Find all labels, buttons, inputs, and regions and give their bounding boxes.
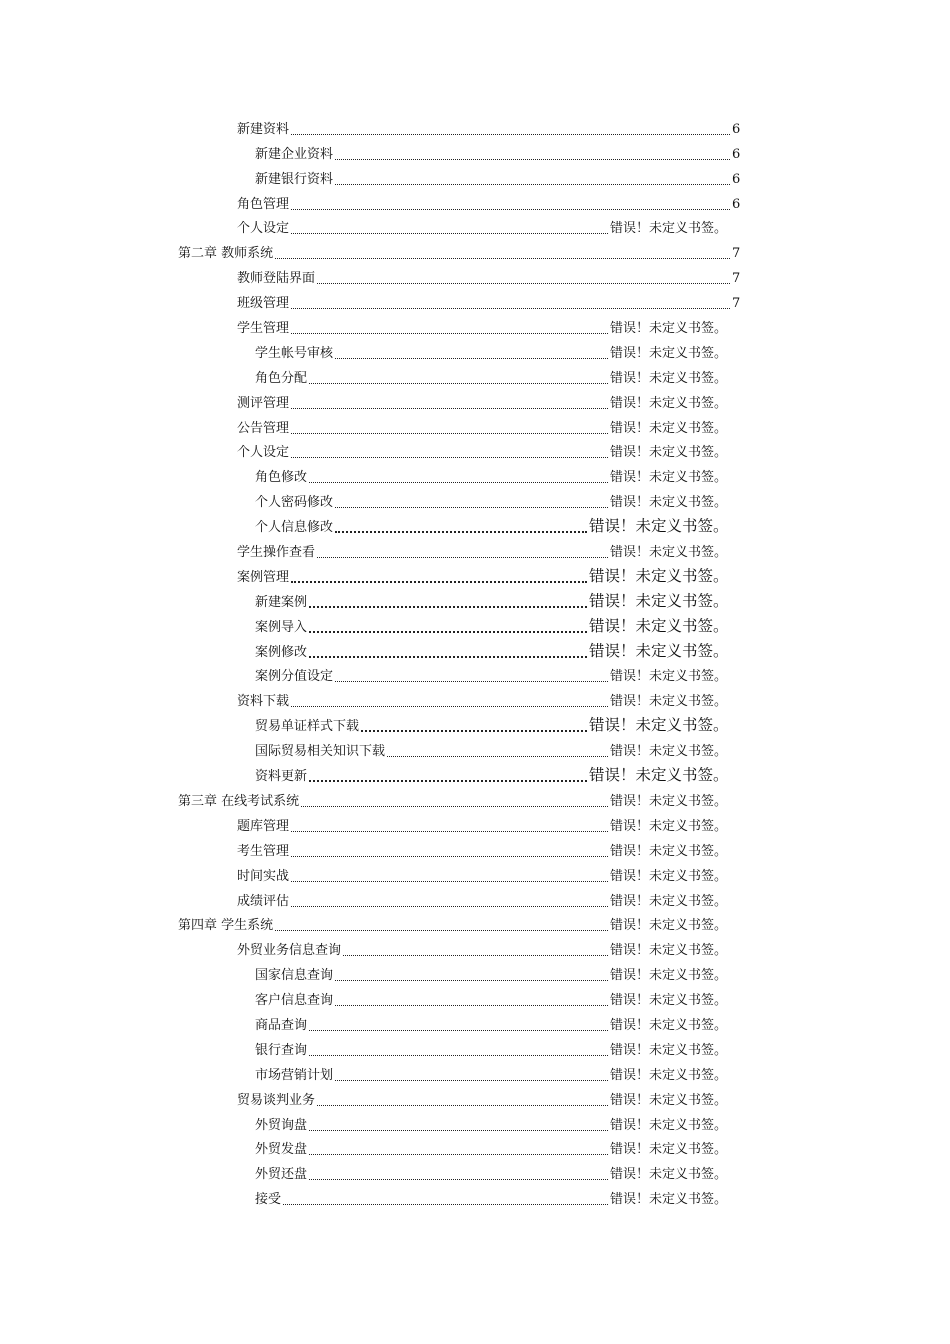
toc-entry[interactable] (0, 291, 950, 316)
toc-dot-leader (309, 1130, 608, 1131)
toc-entry[interactable] (0, 416, 950, 441)
toc-dot-leader (335, 681, 608, 682)
toc-entry-page-ref: 错误！未定义书签。 (610, 893, 728, 909)
toc-entry-label: 学生帐号审核 (255, 345, 334, 361)
toc-entry-label: 案例分值设定 (255, 669, 334, 685)
toc-dot-leader (291, 706, 608, 707)
toc-entry-page-ref: 错误！未定义书签。 (610, 495, 728, 511)
toc-entry[interactable] (0, 689, 950, 714)
toc-entry-page-ref: 错误！未定义书签。 (610, 694, 728, 710)
toc-dot-leader (291, 233, 608, 234)
toc-entry-page-ref: 6 (732, 196, 741, 212)
toc-entry-page-ref: 7 (732, 271, 741, 287)
toc-entry-label: 个人设定 (237, 221, 290, 237)
toc-entry-label: 角色修改 (255, 470, 308, 486)
toc-entry-page-ref: 错误！未定义书签。 (610, 1117, 728, 1133)
toc-entry[interactable] (0, 167, 950, 192)
toc-dot-leader (335, 531, 587, 533)
toc-entry[interactable] (0, 839, 950, 864)
toc-entry-label: 教师登陆界面 (237, 271, 316, 287)
toc-entry[interactable] (0, 540, 950, 565)
toc-entry[interactable] (0, 366, 950, 391)
toc-dot-leader (309, 1154, 608, 1155)
toc-entry-page-ref: 7 (732, 296, 741, 312)
toc-entry[interactable] (0, 1088, 950, 1113)
toc-entry[interactable] (0, 590, 950, 615)
toc-dot-leader (309, 780, 587, 782)
toc-entry-label: 个人密码修改 (255, 495, 334, 511)
toc-entry[interactable] (0, 266, 950, 291)
toc-entry-page-ref: 6 (732, 146, 741, 162)
toc-dot-leader (291, 581, 587, 583)
toc-entry[interactable] (0, 640, 950, 665)
toc-entry-page-ref: 错误！未定义书签。 (589, 766, 729, 785)
toc-entry-page-ref: 错误！未定义书签。 (610, 321, 728, 337)
toc-entry-page-ref: 错误！未定义书签。 (610, 470, 728, 486)
toc-entry-page-ref: 错误！未定义书签。 (610, 221, 728, 237)
toc-entry-label: 公告管理 (237, 420, 290, 436)
toc-entry[interactable] (0, 665, 950, 690)
toc-entry-label: 个人信息修改 (255, 520, 334, 536)
toc-dot-leader (317, 1105, 608, 1106)
toc-entry-page-ref: 错误！未定义书签。 (610, 744, 728, 760)
toc-dot-leader (335, 507, 608, 508)
toc-entry-label: 新建案例 (255, 594, 308, 610)
toc-entry-page-ref: 错误！未定义书签。 (589, 616, 729, 635)
toc-entry[interactable] (0, 1187, 950, 1212)
toc-entry[interactable] (0, 515, 950, 540)
toc-dot-leader (335, 980, 608, 981)
toc-entry-label: 外贸询盘 (255, 1117, 308, 1133)
toc-dot-leader (291, 856, 608, 857)
toc-entry[interactable] (0, 117, 950, 142)
toc-entry[interactable] (0, 391, 950, 416)
toc-dot-leader (335, 1005, 608, 1006)
toc-dot-leader (317, 283, 730, 284)
toc-entry[interactable] (0, 938, 950, 963)
toc-entry-page-ref: 错误！未定义书签。 (610, 993, 728, 1009)
toc-entry-label: 新建银行资料 (255, 171, 334, 187)
toc-entry[interactable] (0, 739, 950, 764)
toc-entry[interactable] (0, 764, 950, 789)
toc-entry[interactable] (0, 142, 950, 167)
toc-entry[interactable] (0, 789, 950, 814)
toc-entry-page-ref: 错误！未定义书签。 (610, 1017, 728, 1033)
toc-entry-page-ref: 错误！未定义书签。 (610, 918, 728, 934)
toc-entry-label: 学生管理 (237, 321, 290, 337)
toc-entry-page-ref: 错误！未定义书签。 (589, 517, 729, 536)
toc-entry[interactable] (0, 316, 950, 341)
toc-entry-page-ref: 错误！未定义书签。 (610, 395, 728, 411)
toc-entry-page-ref: 错误！未定义书签。 (610, 1142, 728, 1158)
toc-entry[interactable] (0, 615, 950, 640)
toc-entry-page-ref: 错误！未定义书签。 (610, 1192, 728, 1208)
toc-dot-leader (309, 1179, 608, 1180)
toc-entry[interactable] (0, 192, 950, 217)
toc-entry-page-ref: 错误！未定义书签。 (610, 420, 728, 436)
toc-entry-page-ref: 错误！未定义书签。 (610, 1167, 728, 1183)
toc-dot-leader (309, 1030, 608, 1031)
toc-dot-leader (343, 955, 608, 956)
toc-dot-leader (309, 1055, 608, 1056)
toc-entry-label: 新建资料 (237, 121, 290, 137)
toc-entry-page-ref: 错误！未定义书签。 (610, 1092, 728, 1108)
toc-dot-leader (335, 1080, 608, 1081)
toc-entry-label: 第二章 教师系统 (178, 246, 274, 262)
toc-entry-label: 第四章 学生系统 (178, 918, 274, 934)
toc-dot-leader (361, 730, 587, 732)
toc-entry[interactable] (0, 241, 950, 266)
toc-dot-leader (291, 831, 608, 832)
toc-entry-page-ref: 错误！未定义书签。 (589, 591, 729, 610)
toc-entry[interactable] (0, 1038, 950, 1063)
toc-dot-leader (335, 159, 730, 160)
toc-entry[interactable] (0, 465, 950, 490)
toc-entry[interactable] (0, 217, 950, 242)
toc-entry-label: 测评管理 (237, 395, 290, 411)
toc-entry-label: 案例修改 (255, 644, 308, 660)
toc-dot-leader (317, 557, 608, 558)
toc-entry-label: 外贸业务信息查询 (237, 943, 342, 959)
toc-dot-leader (291, 333, 608, 334)
toc-entry-page-ref: 6 (732, 171, 741, 187)
toc-dot-leader (275, 930, 608, 931)
toc-dot-leader (291, 433, 608, 434)
toc-entry-page-ref: 错误！未定义书签。 (589, 641, 729, 660)
toc-entry[interactable] (0, 864, 950, 889)
toc-entry-label: 国家信息查询 (255, 968, 334, 984)
toc-entry-label: 案例导入 (255, 619, 308, 635)
toc-dot-leader (309, 656, 587, 658)
toc-dot-leader (291, 308, 730, 309)
toc-entry[interactable] (0, 1063, 950, 1088)
toc-entry[interactable] (0, 1138, 950, 1163)
toc-entry[interactable] (0, 963, 950, 988)
toc-dot-leader (335, 184, 730, 185)
toc-dot-leader (291, 457, 608, 458)
toc-dot-leader (387, 756, 608, 757)
toc-entry-label: 外贸还盘 (255, 1167, 308, 1183)
toc-entry-page-ref: 错误！未定义书签。 (610, 968, 728, 984)
toc-entry-page-ref: 错误！未定义书签。 (610, 793, 728, 809)
toc-entry-page-ref: 错误！未定义书签。 (610, 370, 728, 386)
toc-entry[interactable] (0, 1013, 950, 1038)
table-of-contents (0, 117, 950, 1212)
toc-entry-label: 学生操作查看 (237, 545, 316, 561)
toc-entry-page-ref: 错误！未定义书签。 (589, 716, 729, 735)
toc-entry-label: 个人设定 (237, 445, 290, 461)
toc-entry-label: 时间实战 (237, 868, 290, 884)
toc-dot-leader (335, 358, 608, 359)
toc-entry-label: 贸易单证样式下载 (255, 719, 360, 735)
toc-entry-label: 新建企业资料 (255, 146, 334, 162)
toc-entry-label: 接受 (255, 1192, 282, 1208)
toc-dot-leader (309, 606, 587, 608)
toc-entry[interactable] (0, 1162, 950, 1187)
toc-entry-page-ref: 错误！未定义书签。 (610, 1067, 728, 1083)
toc-entry-label: 外贸发盘 (255, 1142, 308, 1158)
toc-entry[interactable] (0, 490, 950, 515)
toc-entry[interactable] (0, 988, 950, 1013)
toc-entry-page-ref: 6 (732, 121, 741, 137)
toc-entry[interactable] (0, 714, 950, 739)
toc-dot-leader (291, 134, 730, 135)
toc-entry-label: 案例管理 (237, 569, 290, 585)
toc-entry[interactable] (0, 914, 950, 939)
toc-dot-leader (291, 209, 730, 210)
toc-dot-leader (283, 1204, 608, 1205)
toc-entry-page-ref: 错误！未定义书签。 (610, 868, 728, 884)
toc-dot-leader (309, 482, 608, 483)
toc-entry-label: 成绩评估 (237, 893, 290, 909)
toc-entry-label: 第三章 在线考试系统 (178, 793, 300, 809)
toc-entry-label: 市场营销计划 (255, 1067, 334, 1083)
toc-entry-page-ref: 错误！未定义书签。 (610, 818, 728, 834)
toc-entry-label: 国际贸易相关知识下载 (255, 744, 386, 760)
toc-entry-label: 客户信息查询 (255, 993, 334, 1009)
toc-dot-leader (291, 906, 608, 907)
toc-entry[interactable] (0, 814, 950, 839)
toc-entry-label: 角色分配 (255, 370, 308, 386)
toc-entry-label: 角色管理 (237, 196, 290, 212)
toc-entry-label: 商品查询 (255, 1017, 308, 1033)
toc-entry-page-ref: 错误！未定义书签。 (610, 1042, 728, 1058)
toc-entry-page-ref: 错误！未定义书签。 (610, 445, 728, 461)
toc-entry-page-ref: 错误！未定义书签。 (610, 943, 728, 959)
toc-entry[interactable] (0, 441, 950, 466)
toc-entry-page-ref: 错误！未定义书签。 (610, 345, 728, 361)
toc-entry-label: 资料下载 (237, 694, 290, 710)
toc-entry-page-ref: 错误！未定义书签。 (610, 843, 728, 859)
toc-entry-page-ref: 错误！未定义书签。 (610, 545, 728, 561)
toc-entry[interactable] (0, 565, 950, 590)
toc-dot-leader (291, 881, 608, 882)
toc-entry[interactable] (0, 1113, 950, 1138)
toc-dot-leader (301, 806, 608, 807)
toc-entry-label: 题库管理 (237, 818, 290, 834)
toc-entry-label: 贸易谈判业务 (237, 1092, 316, 1108)
toc-entry-page-ref: 7 (732, 246, 741, 262)
toc-entry-page-ref: 错误！未定义书签。 (610, 669, 728, 685)
toc-entry-label: 资料更新 (255, 769, 308, 785)
toc-dot-leader (275, 258, 730, 259)
toc-entry-label: 银行查询 (255, 1042, 308, 1058)
toc-entry-label: 考生管理 (237, 843, 290, 859)
toc-entry[interactable] (0, 341, 950, 366)
toc-dot-leader (309, 631, 587, 633)
toc-dot-leader (291, 408, 608, 409)
toc-dot-leader (309, 383, 608, 384)
toc-entry[interactable] (0, 889, 950, 914)
toc-entry-page-ref: 错误！未定义书签。 (589, 566, 729, 585)
toc-entry-label: 班级管理 (237, 296, 290, 312)
